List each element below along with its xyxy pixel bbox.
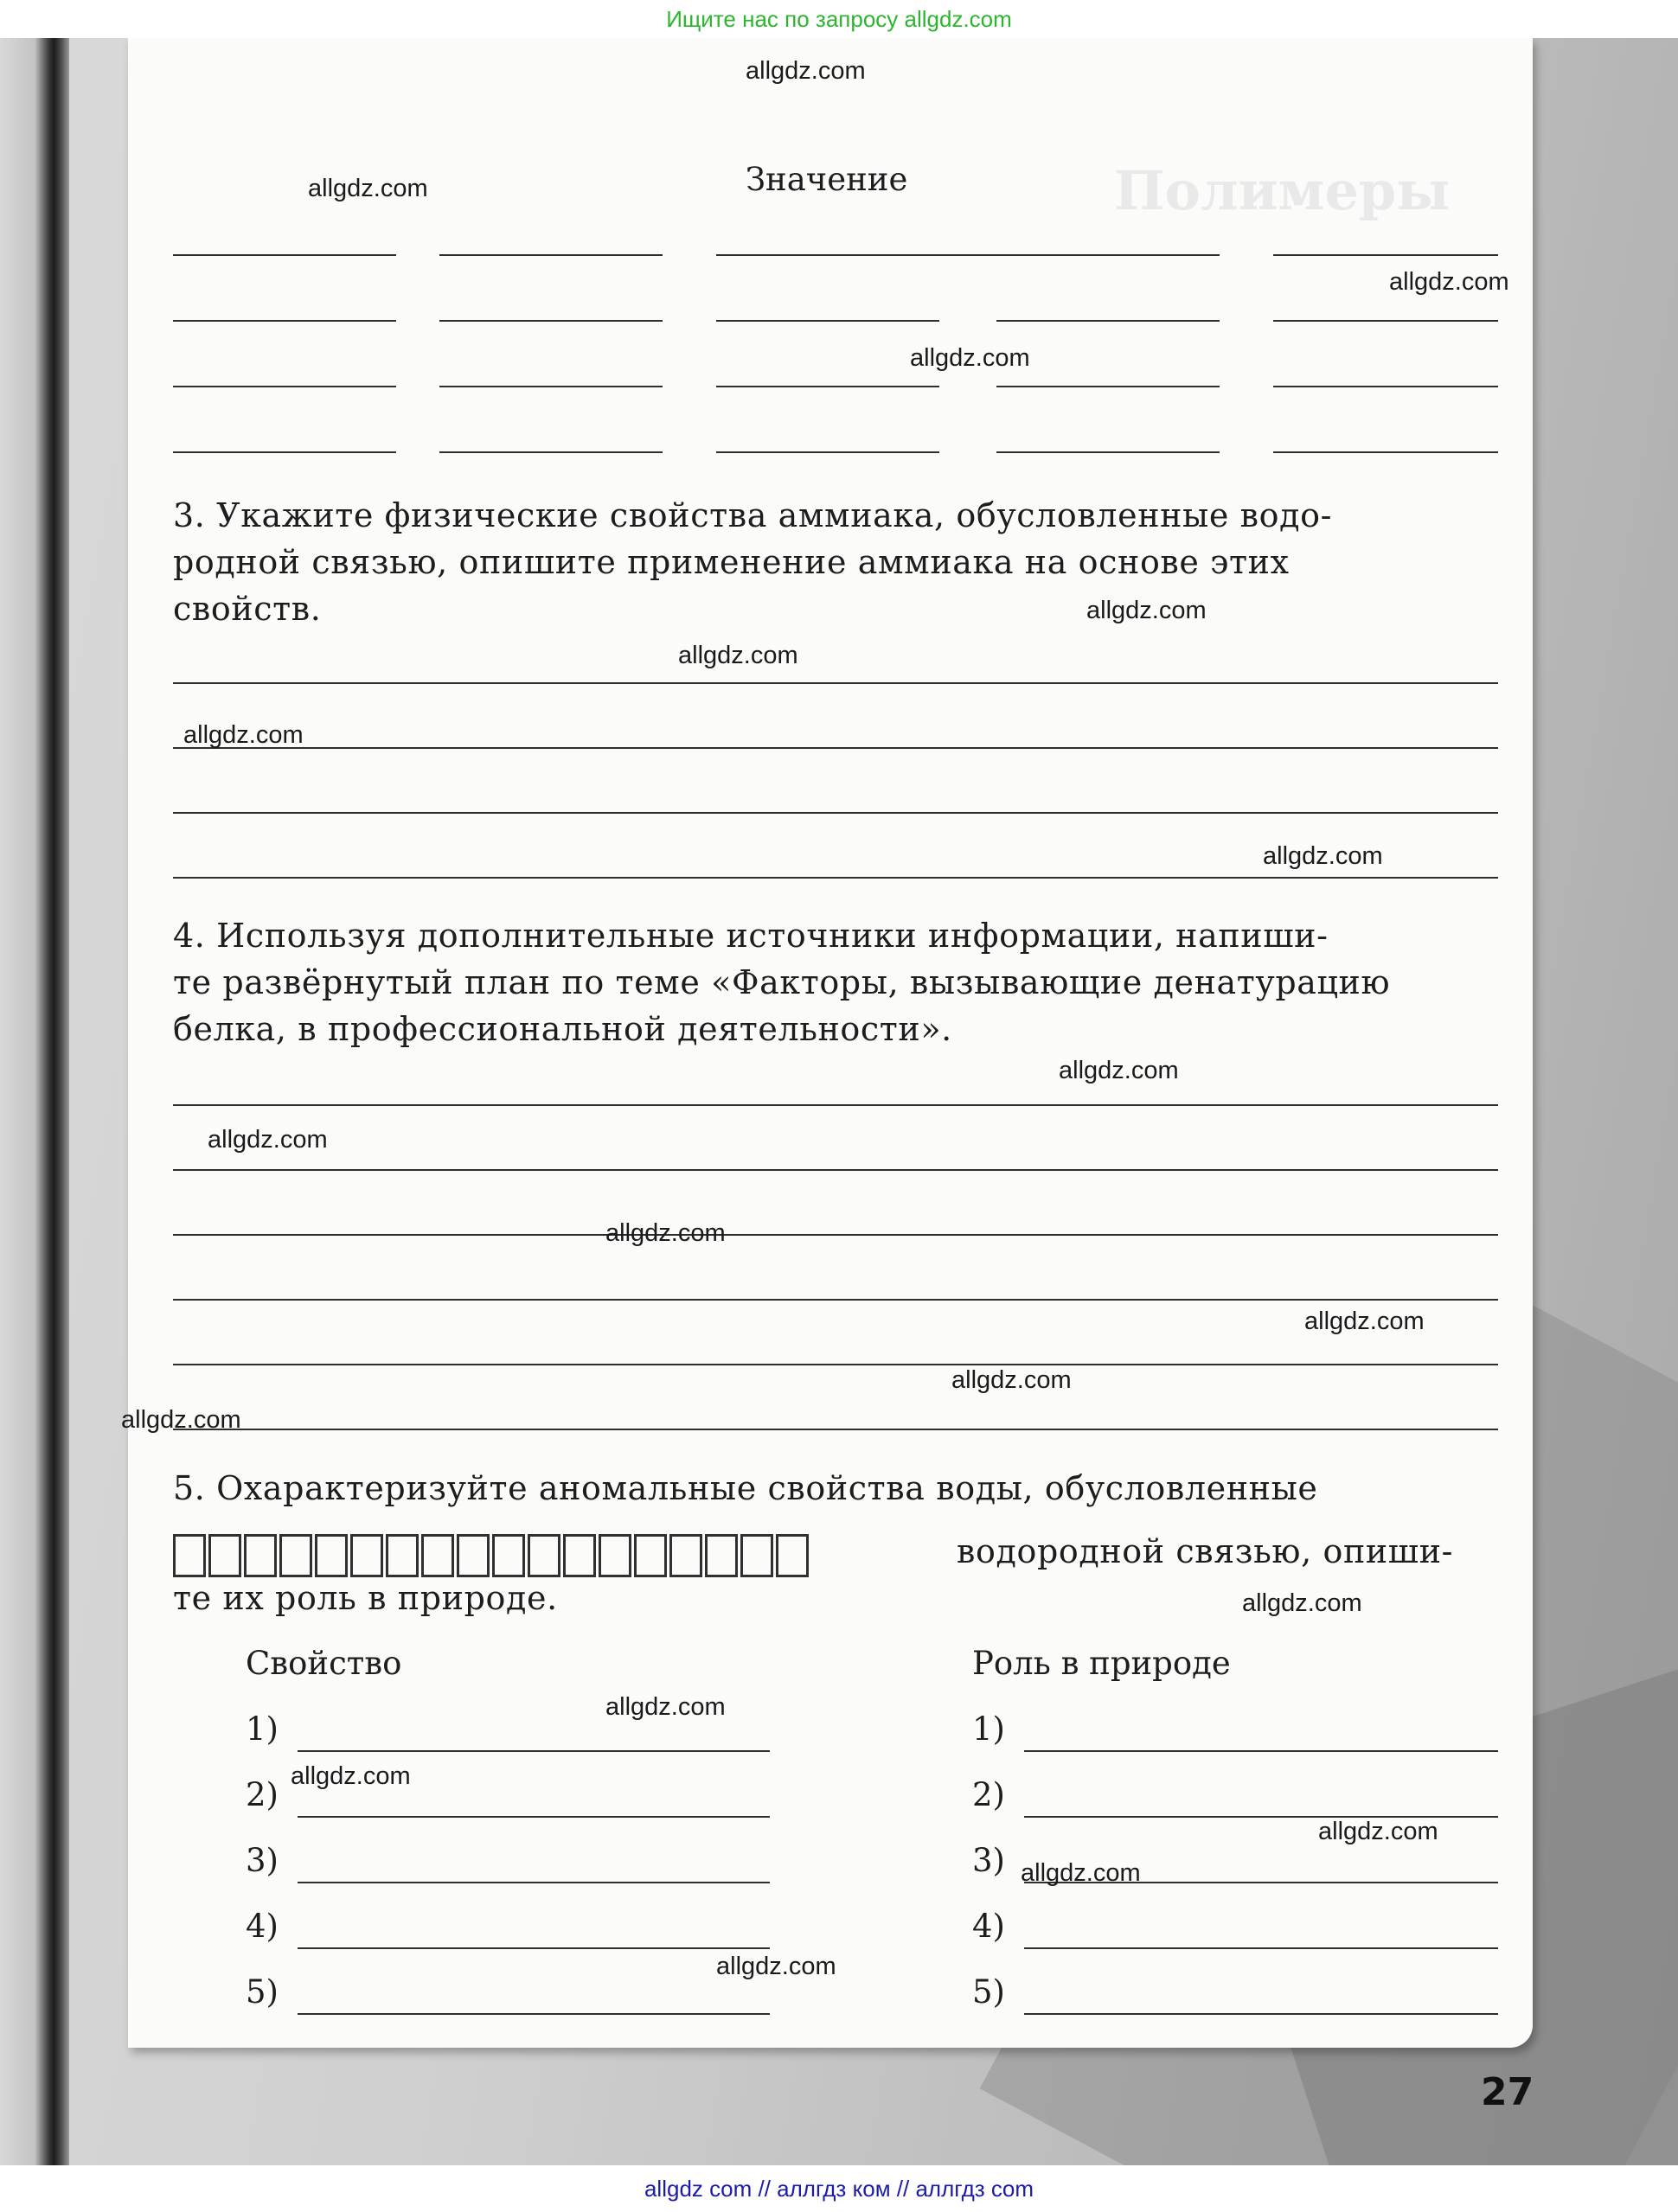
book-spine [0, 38, 69, 2165]
letter-box[interactable] [599, 1534, 631, 1577]
role-row-number: 2) [972, 1776, 1005, 1813]
question-text: 5. Охарактеризуйте аномальные свойства воды, обусловленные [173, 1469, 1318, 1507]
answer-line [173, 1299, 1498, 1301]
role-row-number: 3) [972, 1842, 1005, 1879]
letter-box[interactable] [279, 1534, 312, 1577]
letter-box[interactable] [350, 1534, 383, 1577]
property-answer-line[interactable] [298, 1947, 770, 1949]
watermark: allgdz.com [1059, 1057, 1179, 1084]
watermark: allgdz.com [910, 344, 1030, 372]
role-row-number: 4) [972, 1908, 1005, 1945]
letter-box[interactable] [740, 1534, 773, 1577]
watermark: allgdz.com [121, 1406, 241, 1434]
answer-line [996, 320, 1220, 322]
answer-line [1273, 320, 1498, 322]
letter-box[interactable] [705, 1534, 738, 1577]
letter-box[interactable] [244, 1534, 277, 1577]
answer-line [173, 747, 1498, 749]
watermark: allgdz.com [951, 1366, 1072, 1394]
watermark: allgdz.com [291, 1762, 411, 1790]
role-row-number: 5) [972, 1973, 1005, 2011]
answer-line [173, 1104, 1498, 1106]
column-header-property: Свойство [246, 1645, 402, 1682]
watermark: allgdz.com [605, 1693, 726, 1721]
property-answer-line[interactable] [298, 1816, 770, 1818]
letter-box[interactable] [208, 1534, 241, 1577]
watermark: allgdz.com [605, 1219, 726, 1247]
letter-box[interactable] [563, 1534, 596, 1577]
letter-box[interactable] [421, 1534, 454, 1577]
answer-line [1273, 254, 1498, 256]
top-banner: Ищите нас по запросу allgdz.com [0, 0, 1678, 38]
answer-line [439, 320, 663, 322]
question-text-line: те их роль в природе. [173, 1579, 558, 1617]
question-text-line [173, 963, 1498, 1001]
answer-line [173, 386, 396, 387]
watermark: allgdz.com [1304, 1307, 1425, 1335]
answer-line [173, 877, 1498, 879]
letter-box[interactable] [386, 1534, 419, 1577]
question-text: родной связью, опишите применение аммиака на основе этих [173, 543, 1290, 581]
question-text: 4. Используя дополнительные источники информации, напиши- [173, 917, 1329, 955]
letter-box[interactable] [669, 1534, 702, 1577]
answer-line [439, 386, 663, 387]
bottom-banner: allgdz com // аллгдз ком // аллгдз com [0, 2165, 1678, 2212]
letter-box[interactable] [776, 1534, 809, 1577]
letter-box[interactable] [634, 1534, 667, 1577]
bleed-through-title: Полимеры [1114, 159, 1451, 222]
watermark: allgdz.com [308, 175, 428, 202]
role-row-number: 1) [972, 1710, 1005, 1748]
answer-line [1273, 451, 1498, 453]
answer-line [173, 320, 396, 322]
answer-line [439, 254, 663, 256]
question-text-line [173, 917, 1498, 955]
property-answer-line[interactable] [298, 1882, 770, 1883]
answer-line [173, 451, 396, 453]
watermark: allgdz.com [716, 1953, 836, 1980]
watermark: allgdz.com [1086, 597, 1207, 624]
letter-box[interactable] [528, 1534, 560, 1577]
answer-letter-boxes[interactable] [173, 1534, 811, 1577]
role-answer-line[interactable] [1024, 1947, 1498, 1949]
question-text-line [173, 543, 1498, 581]
watermark: allgdz.com [746, 57, 866, 85]
question-text-line: белка, в профессиональной деятельности». [173, 1010, 952, 1048]
property-row-number: 2) [246, 1776, 279, 1813]
workbook-page [128, 38, 1533, 2048]
question-text: 3. Укажите физические свойства аммиака, обусловленные водо- [173, 496, 1333, 534]
answer-line [173, 812, 1498, 814]
property-row-number: 1) [246, 1710, 279, 1748]
role-answer-line[interactable] [1024, 2013, 1498, 2015]
watermark: allgdz.com [1318, 1818, 1438, 1845]
property-answer-line[interactable] [298, 2013, 770, 2015]
question-text-line: свойств. [173, 590, 322, 628]
letter-box[interactable] [173, 1534, 206, 1577]
scanned-page [0, 38, 1678, 2165]
answer-line [173, 254, 396, 256]
watermark: allgdz.com [183, 721, 304, 749]
answer-line [716, 320, 939, 322]
role-answer-line[interactable] [1024, 1750, 1498, 1752]
watermark: allgdz.com [208, 1126, 328, 1154]
property-answer-line[interactable] [298, 1750, 770, 1752]
watermark: allgdz.com [1263, 842, 1383, 870]
watermark: allgdz.com [678, 642, 798, 669]
column-header-role: Роль в природе [972, 1645, 1231, 1682]
property-row-number: 4) [246, 1908, 279, 1945]
question-text-line [173, 1469, 1498, 1507]
property-row-number: 3) [246, 1842, 279, 1879]
watermark: allgdz.com [1021, 1859, 1141, 1887]
property-row-number: 5) [246, 1973, 279, 2011]
letter-box[interactable] [492, 1534, 525, 1577]
answer-line [173, 1429, 1498, 1430]
question-text: те развёрнутый план по теме «Факторы, вызывающие денатурацию [173, 963, 1391, 1001]
answer-line [996, 386, 1220, 387]
answer-line [716, 254, 1220, 256]
watermark: allgdz.com [1389, 268, 1509, 296]
answer-line [173, 682, 1498, 684]
answer-line [1273, 386, 1498, 387]
page-number: 27 [1481, 2070, 1534, 2114]
letter-box[interactable] [315, 1534, 348, 1577]
answer-line [173, 1169, 1498, 1171]
watermark: allgdz.com [1242, 1589, 1362, 1617]
answer-line [716, 451, 939, 453]
letter-box[interactable] [457, 1534, 490, 1577]
question-text-line [173, 496, 1498, 534]
answer-line [439, 451, 663, 453]
answer-line [173, 1364, 1498, 1365]
section-heading: Значение [746, 161, 908, 198]
answer-line [996, 451, 1220, 453]
answer-line [716, 386, 939, 387]
question-text-line: водородной связью, опиши- [957, 1532, 1454, 1570]
answer-line [173, 1234, 1498, 1236]
